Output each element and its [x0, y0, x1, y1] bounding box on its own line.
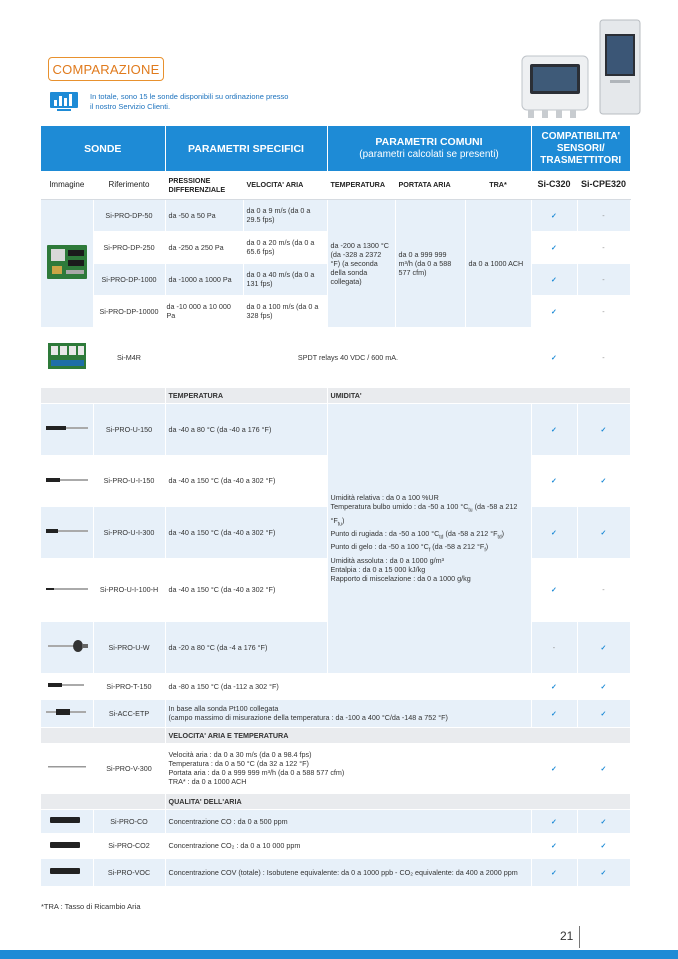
velocita-dp-250: da 0 a 20 m/s (da 0 a 65.6 fps): [243, 231, 327, 263]
footnote: *TRA : Tasso di Ricambio Aria: [41, 902, 141, 911]
velocita-dp-10000: da 0 a 100 m/s (da 0 a 328 fps): [243, 295, 327, 327]
umidita-line-mixing: Rapporto di miscelazione : da 0 a 1000 g/kg: [330, 573, 471, 583]
chart-icon: [49, 90, 79, 112]
probe-icon: [44, 585, 90, 593]
ref-ui150: Si-PRO-U-I-150: [93, 455, 165, 506]
ui100h-image: [41, 558, 93, 621]
check-ui150-cpe320: ✓: [577, 455, 630, 506]
m4r-image: [41, 327, 93, 387]
etp-image: [41, 699, 93, 727]
check-etp-cpe320: ✓: [577, 699, 630, 727]
umidita-wetbulb-a: Temperatura bulbo umido : da -50 a 100 °C: [330, 502, 469, 512]
v300-image: [41, 743, 93, 793]
pressione-dp-1000: da -1000 a 1000 Pa: [165, 263, 243, 295]
check-dp-10000-c320: ✓: [531, 295, 577, 327]
header-sonde: SONDE: [41, 126, 165, 171]
velocity-probe-icon: [44, 763, 90, 771]
etp-line2: (campo massimo di misurazione della temperatura : da -100 a 400 °C/da -148 a 752 °F): [168, 713, 448, 722]
dash-ui100h-cpe320: -: [577, 558, 630, 621]
bottom-bar: [0, 950, 678, 959]
check-ui150-c320: ✓: [531, 455, 577, 506]
dash-dp-50-cpe320: -: [577, 199, 630, 231]
col-sicpe320: Si-CPE320: [577, 171, 630, 199]
col-tra: TRA*: [465, 171, 531, 199]
ref-dp-250: Si-PRO-DP-250: [93, 231, 165, 263]
check-co2-c320: ✓: [531, 833, 577, 858]
pressione-dp-250: da -250 a 250 Pa: [165, 231, 243, 263]
dp-common-temperatura: da -200 a 1300 °C (da -328 a 2372 °F) (a seconda della sonda collegata): [327, 199, 395, 327]
section-temperatura: TEMPERATURA: [165, 387, 327, 403]
dp-common-portata: da 0 a 999 999 m³/h (da 0 a 588 577 cfm): [395, 199, 465, 327]
temp-u150: da -40 a 80 °C (da -40 a 176 °F): [165, 403, 327, 455]
header-parametri-specifici: PARAMETRI SPECIFICI: [165, 126, 327, 171]
velocita-dp-50: da 0 a 9 m/s (da 0 a 29.5 fps): [243, 199, 327, 231]
check-t150-c320: ✓: [531, 673, 577, 699]
col-immagine: Immagine: [41, 171, 93, 199]
check-dp-50-c320: ✓: [531, 199, 577, 231]
col-portata: PORTATA ARIA: [395, 171, 465, 199]
header-parametri-comuni: [327, 126, 531, 171]
ref-co: Si-PRO-CO: [93, 809, 165, 833]
ref-m4r: Si-M4R: [93, 327, 165, 387]
check-v300-c320: ✓: [531, 743, 577, 793]
comparison-badge: COMPARAZIONE: [48, 57, 164, 81]
v300-line4: TRA* : da 0 a 1000 ACH: [168, 777, 247, 786]
ref-dp-50: Si-PRO-DP-50: [93, 199, 165, 231]
umidita-line-wetbulb: Temperatura bulbo umido : da -50 a 100 $^\circ C_{tu}$ (da -58 a 212 $^\circ F_{tu}$): [330, 502, 518, 527]
section-vt: VELOCITA' ARIA E TEMPERATURA: [165, 727, 630, 743]
header-parametri-comuni-title: PARAMETRI COMUNI: [375, 136, 483, 148]
t150-text: da -80 a 150 °C (da -112 a 302 °F): [165, 673, 531, 699]
voc-image: [41, 858, 93, 886]
page-number: 21: [560, 929, 574, 943]
ui150-image: [41, 455, 93, 506]
comparison-table: [41, 126, 631, 887]
umidita-dewpoint-a: Punto di rugiada : da -50 a 100 °C: [330, 529, 440, 538]
dp-common-tra: da 0 a 1000 ACH: [465, 199, 531, 327]
ref-co2: Si-PRO-CO2: [93, 833, 165, 858]
co-text: Concentrazione CO : da 0 a 500 ppm: [165, 809, 531, 833]
m4r-text: SPDT relays 40 VDC / 600 mA.: [165, 327, 531, 387]
t150-image: [41, 673, 93, 699]
ref-dp-1000: Si-PRO-DP-1000: [93, 263, 165, 295]
section-vt-spacer: [41, 727, 165, 743]
ref-dp-10000: Si-PRO-DP-10000: [93, 295, 165, 327]
umidita-dewpoint-b: (da -58 a 212 °F: [445, 529, 498, 538]
etp-line1: In base alla sonda Pt100 collegata: [168, 704, 279, 713]
u150-image: [41, 403, 93, 455]
section-qa: QUALITA' DELL'ARIA: [165, 793, 630, 809]
dash-dp-10000-cpe320: -: [577, 295, 630, 327]
ref-etp: Si-ACC-ETP: [93, 699, 165, 727]
umidita-line-frostpoint: Punto di gelo : da -50 a 100 $^\circ C_f$ (da -58 a 212 $^\circ F_f$): [330, 542, 489, 554]
check-co-cpe320: ✓: [577, 809, 630, 833]
circuit-board-icon: [46, 242, 88, 282]
voc-text: Concentrazione COV (totale) : Isobutene equivalente: da 0 a 1000 ppb - CO₂ equivalente: da 400 a 2000 ppm: [165, 858, 531, 886]
check-u150-c320: ✓: [531, 403, 577, 455]
check-v300-cpe320: ✓: [577, 743, 630, 793]
umidita-line-dewpoint: Punto di rugiada : da -50 a 100 $^\circ C_{td}$ (da -58 a 212 $^\circ F_{td}$): [330, 529, 505, 541]
check-u150-cpe320: ✓: [577, 403, 630, 455]
umidita-frostpoint-a: Punto di gelo : da -50 a 100 °C: [330, 542, 429, 552]
probe-icon: [44, 476, 90, 484]
check-uw-cpe320: ✓: [577, 621, 630, 673]
dash-dp-1000-cpe320: -: [577, 263, 630, 295]
page-number-divider: [579, 926, 580, 948]
check-t150-cpe320: ✓: [577, 673, 630, 699]
ref-uw: Si-PRO-U-W: [93, 621, 165, 673]
check-co-c320: ✓: [531, 809, 577, 833]
ref-t150: Si-PRO-T-150: [93, 673, 165, 699]
check-co2-cpe320: ✓: [577, 833, 630, 858]
gas-probe-icon: [44, 867, 90, 875]
probe-icon: [44, 681, 90, 689]
temp-ui100h: da -40 a 150 °C (da -40 a 302 °F): [165, 558, 327, 621]
check-ui100h-c320: ✓: [531, 558, 577, 621]
v300-line3: Portata aria : da 0 a 999 999 m³/h (da 0 a 588 577 cfm): [168, 768, 345, 777]
co2-image: [41, 833, 93, 858]
umidita-line-enthalpy: Entalpia : da 0 a 15 000 kJ/kg: [330, 564, 426, 574]
check-dp-1000-c320: ✓: [531, 263, 577, 295]
check-m4r-c320: ✓: [531, 327, 577, 387]
probe-icon: [44, 708, 90, 716]
section-umidita: UMIDITA': [327, 387, 630, 403]
check-dp-250-c320: ✓: [531, 231, 577, 263]
col-velocita: VELOCITA' ARIA: [243, 171, 327, 199]
temp-ui150: da -40 a 150 °C (da -40 a 302 °F): [165, 455, 327, 506]
col-sic320: Si-C320: [531, 171, 577, 199]
ui300-image: [41, 506, 93, 558]
col-pressione: PRESSIONE DIFFERENZIALE: [165, 171, 243, 199]
velocita-dp-1000: da 0 a 40 m/s (da 0 a 131 fps): [243, 263, 327, 295]
dash-m4r-cpe320: -: [577, 327, 630, 387]
v300-text: [165, 743, 531, 793]
ref-v300: Si-PRO-V-300: [93, 743, 165, 793]
header-compatibilita: COMPATIBILITA' SENSORI/ TRASMETTITORI: [531, 126, 630, 171]
umidita-line-absolute: Umidità assoluta : da 0 a 1000 g/m³: [330, 555, 444, 565]
pressione-dp-10000: da -10 000 a 10 000 Pa: [165, 295, 243, 327]
check-ui300-cpe320: ✓: [577, 506, 630, 558]
col-riferimento: Riferimento: [93, 171, 165, 199]
pressione-dp-50: da -50 a 50 Pa: [165, 199, 243, 231]
check-ui300-c320: ✓: [531, 506, 577, 558]
ref-ui100h: Si-PRO-U-I-100-H: [93, 558, 165, 621]
gas-probe-icon: [44, 816, 90, 824]
check-voc-cpe320: ✓: [577, 858, 630, 886]
check-voc-c320: ✓: [531, 858, 577, 886]
section-qa-spacer: [41, 793, 165, 809]
umidita-wetbulb-b: (da -58 a 212 °F: [330, 502, 518, 525]
header-parametri-comuni-sub: (parametri calcolati se presenti): [359, 149, 499, 160]
col-temperatura: TEMPERATURA: [327, 171, 395, 199]
umidita-frostpoint-b: (da -58 a 212 °F: [432, 542, 485, 552]
co2-text: Concentrazione CO₂ : da 0 a 10 000 ppm: [165, 833, 531, 858]
probe-icon: [44, 527, 90, 535]
dash-dp-250-cpe320: -: [577, 231, 630, 263]
ref-ui300: Si-PRO-U-I-300: [93, 506, 165, 558]
ref-voc: Si-PRO-VOC: [93, 858, 165, 886]
v300-line1: Velocità aria : da 0 a 30 m/s (da 0 a 98.4 fps): [168, 750, 312, 759]
etp-text: [165, 699, 531, 727]
dp-probe-image: [41, 199, 93, 327]
relay-board-icon: [47, 341, 87, 371]
umidita-block: [327, 403, 531, 673]
probe-icon: [44, 424, 90, 432]
umidita-line-rh: Umidità relativa : da 0 a 100 %UR: [330, 493, 439, 503]
ref-u150: Si-PRO-U-150: [93, 403, 165, 455]
info-text: In totale, sono 15 le sonde disponibili su ordinazione presso il nostro Servizio Clienti.: [90, 92, 289, 111]
temp-ui300: da -40 a 150 °C (da -40 a 302 °F): [165, 506, 327, 558]
check-etp-c320: ✓: [531, 699, 577, 727]
dash-uw-c320: -: [531, 621, 577, 673]
co-image: [41, 809, 93, 833]
wall-probe-icon: [44, 639, 90, 653]
transmitter-devices-image: [520, 18, 645, 120]
v300-line2: Temperatura : da 0 a 50 °C (da 32 a 122 °F): [168, 759, 309, 768]
temp-uw: da -20 a 80 °C (da -4 a 176 °F): [165, 621, 327, 673]
section-tu-spacer: [41, 387, 165, 403]
gas-probe-icon: [44, 841, 90, 849]
uw-image: [41, 621, 93, 673]
